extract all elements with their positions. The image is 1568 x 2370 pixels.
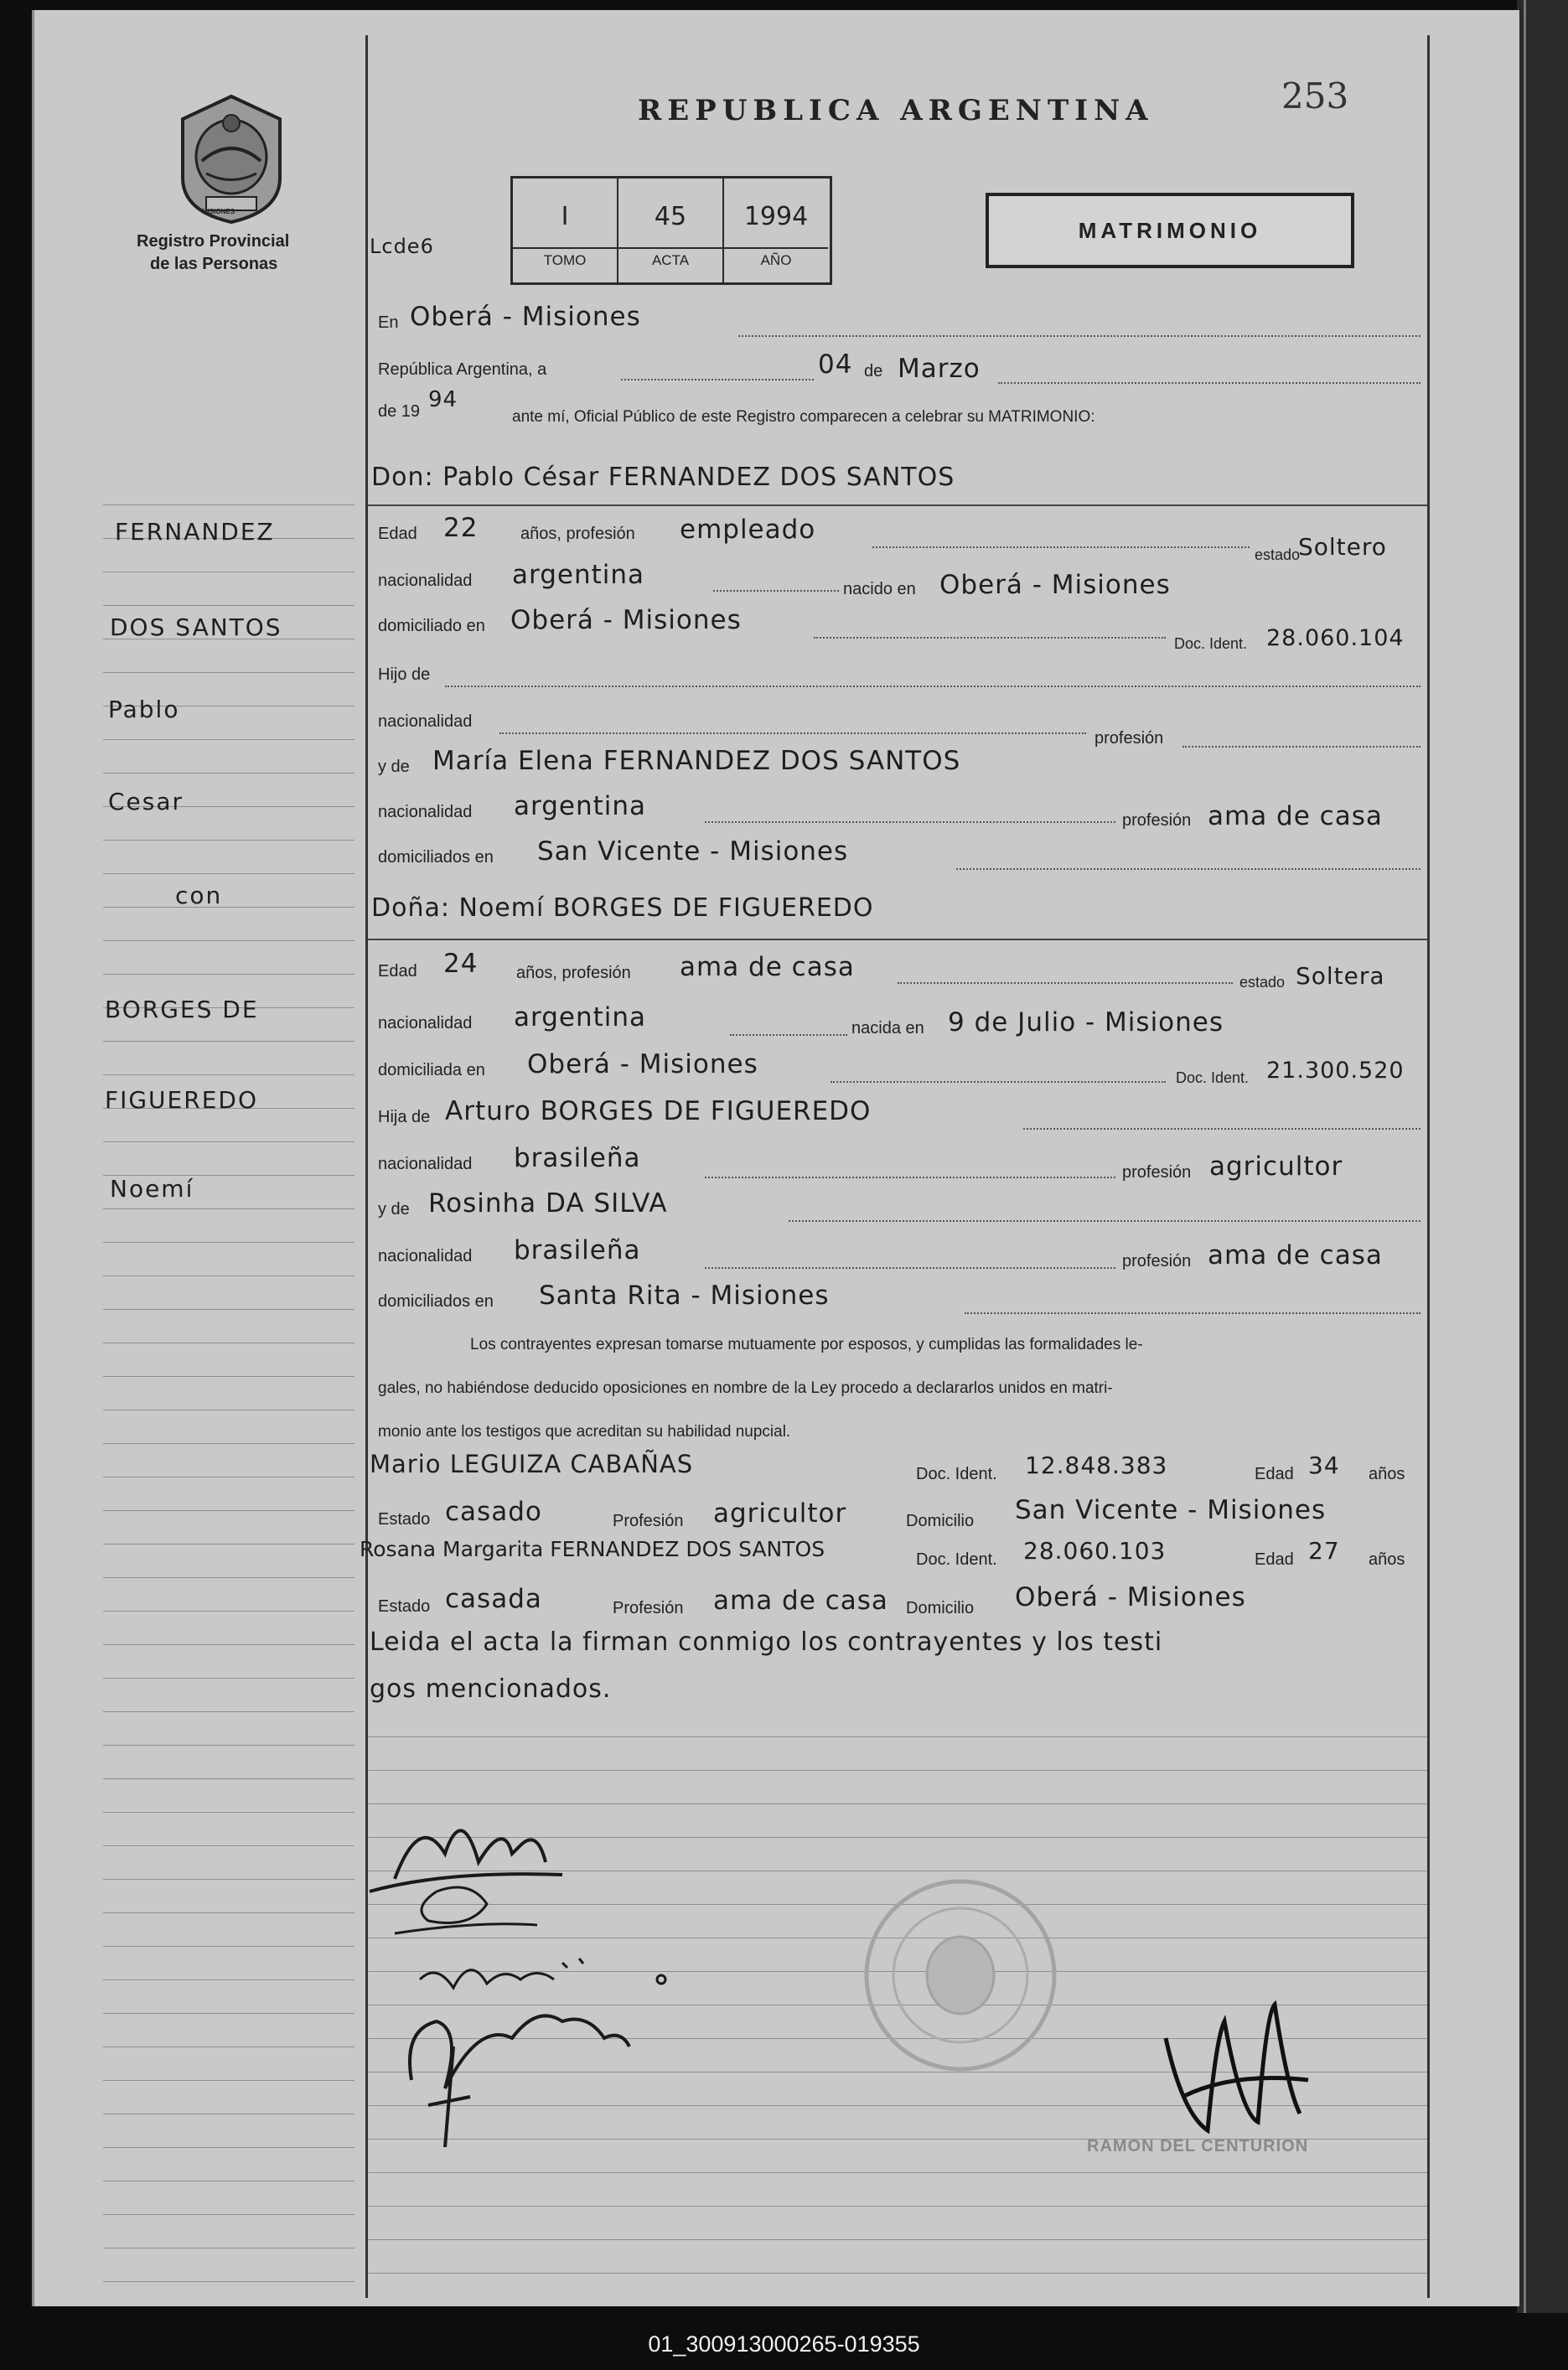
margin-ruled-line [103,1979,354,1980]
registry-name-line1: Registro Provincial [137,232,290,251]
declaration-line3: monio ante los testigos que acreditan su habilidad nupcial. [378,1423,791,1441]
bride-father-nac-label: nacionalidad [378,1155,473,1173]
bride-name: Doña: Noemí BORGES DE FIGUEREDO [371,893,874,923]
signatures [344,1753,705,2172]
groom-domicile: Oberá - Misiones [510,605,742,635]
bride-doc: 21.300.520 [1266,1058,1405,1084]
groom-father-prof-label: profesión [1094,729,1164,748]
margin-ruled-line [103,1778,354,1779]
groom-hijo-label: Hijo de [378,665,431,684]
margin-ruled-line [103,739,354,740]
bride-nationality: argentina [514,1002,647,1032]
margin-name: FERNANDEZ [115,518,275,546]
witness1-doc: 12.848.383 [1025,1451,1168,1479]
bride-father-prof-label: profesión [1122,1163,1192,1182]
anio-value: 1994 [743,202,809,231]
margin-name: Noemí [110,1175,194,1203]
witness2-dom-label: Domicilio [906,1599,975,1617]
groom-mother-nationality: argentina [514,791,647,821]
place: Oberá - Misiones [410,302,641,332]
ruled-line [368,1736,1427,1737]
bride-dom-label: domiciliada en [378,1061,485,1079]
witness2-estado-label: Estado [378,1597,431,1616]
groom-doc: 28.060.104 [1266,625,1405,651]
margin-ruled-line [103,1376,354,1377]
margin-ruled-line [103,974,354,975]
bride-mother-nationality: brasileña [514,1235,641,1265]
witness1-profession: agricultor [713,1498,847,1529]
groom-estado: Soltero [1298,533,1387,561]
witness2-prof-label: Profesión [613,1599,684,1617]
margin-ruled-line [103,940,354,941]
groom-anos-label: años, profesión [520,525,635,543]
groom-nac-label: nacionalidad [378,572,473,590]
groom-nationality: argentina [512,560,645,590]
margin-ruled-line [103,672,354,673]
witness2-doc: 28.060.103 [1023,1537,1167,1565]
margin-ruled-line [103,2214,354,2215]
bride-parents-domicile: Santa Rita - Misiones [539,1281,830,1311]
witness1-prof-label: Profesión [613,1512,684,1530]
witness2-estado: casada [445,1584,542,1614]
margin-name: Pablo [108,696,180,723]
groom-nacido-label: nacido en [843,580,916,598]
bride-hija-label: Hija de [378,1108,431,1126]
bride-estado-label: estado [1239,974,1286,991]
witness1-anos-label: años [1369,1465,1405,1483]
year-suffix: 94 [428,387,458,412]
margin-ruled-line [103,1309,354,1310]
margin-ruled-line [103,2013,354,2014]
margin-ruled-line [103,1611,354,1612]
ruled-line [368,2239,1427,2240]
margin-ruled-line [103,2147,354,2148]
groom-age: 22 [443,513,479,543]
groom-parents-domicile: San Vicente - Misiones [537,836,849,867]
bride-domicile: Oberá - Misiones [527,1049,758,1079]
margin-ruled-line [103,2281,354,2282]
bride-anos-label: años, profesión [516,964,631,982]
year-prefix: de 19 [378,402,421,421]
officer-stamp-text: RAMON DEL CENTURION [1087,2137,1309,2155]
officer-signature [1149,1988,1325,2147]
witness1-name: Mario LEGUIZA CABAÑAS [370,1450,694,1478]
margin-ruled-line [103,1745,354,1746]
book-spine-edge [1517,0,1568,2313]
bride-father: Arturo BORGES DE FIGUEREDO [445,1096,872,1126]
bride-father-profession: agricultor [1209,1151,1343,1182]
seal-text: MISIONES [202,208,235,215]
bride-mother-profession: ama de casa [1208,1240,1383,1270]
groom-mother-profession: ama de casa [1208,801,1383,831]
margin-ruled-line [103,1041,354,1042]
witness1-doc-label: Doc. Ident. [916,1465,997,1483]
witness2-profession: ama de casa [713,1586,888,1616]
bride-father-nationality: brasileña [514,1143,641,1173]
bride-mother-nac-label: nacionalidad [378,1247,473,1265]
margin-ruled-line [103,1208,354,1209]
record-type-box [986,193,1354,268]
month: Marzo [898,354,981,384]
groom-mother-label: y de [378,758,410,776]
image-identifier: 01_300913000265-019355 [648,2331,920,2357]
margin-ruled-line [103,1845,354,1846]
groom-profession: empleado [680,515,816,545]
margin-ruled-line [103,1242,354,1243]
margin-name: FIGUEREDO [105,1086,258,1114]
en-label: En [378,313,399,332]
margin-ruled-line [103,1879,354,1880]
bride-mother: Rosinha DA SILVA [428,1188,668,1219]
margin-ruled-line [103,840,354,841]
bride-profession: ama de casa [680,952,855,982]
record-type: MATRIMONIO [1078,218,1262,243]
groom-father-nac-label: nacionalidad [378,712,473,731]
groom-mother-nac-label: nacionalidad [378,803,473,821]
bride-nacida-label: nacida en [851,1019,924,1038]
register-page [32,10,1519,2306]
ruled-line [368,2172,1427,2173]
ruled-line [368,2206,1427,2207]
bride-parents-dom-label: domiciliados en [378,1292,494,1311]
margin-ruled-line [103,1812,354,1813]
witness1-estado: casado [445,1497,542,1527]
margin-ruled-line [103,1912,354,1913]
margin-name: con [175,882,223,909]
tomo-label: TOMO [513,247,617,269]
margin-ruled-line [103,1711,354,1712]
bride-nac-label: nacionalidad [378,1014,473,1032]
date-de-label: de [864,362,883,380]
bride-estado: Soltera [1296,962,1385,990]
margin-ruled-line [103,873,354,874]
groom-mother-prof-label: profesión [1122,811,1192,830]
margin-ruled-line [103,1510,354,1511]
registry-name-line2: de las Personas [150,255,278,273]
margin-ruled-line [103,605,354,606]
margin-ruled-line [103,1074,354,1075]
closing-line1: Leida el acta la firman conmigo los contrayentes y los testi [370,1627,1163,1657]
margin-ruled-line [103,1644,354,1645]
witness2-domicile: Oberá - Misiones [1015,1582,1246,1612]
bride-doc-label: Doc. Ident. [1176,1069,1250,1086]
witness2-anos-label: años [1369,1550,1405,1569]
groom-mother: María Elena FERNANDEZ DOS SANTOS [432,746,961,776]
right-border [1427,35,1430,2298]
margin-name: Cesar [108,788,184,815]
margin-ruled-line [103,1946,354,1947]
groom-doc-label: Doc. Ident. [1174,635,1248,652]
bride-age: 24 [443,949,479,979]
margin-ruled-line [103,1577,354,1578]
side-annotation: Lcde6 [370,235,434,258]
ruled-line [368,2273,1427,2274]
acta-label: ACTA [618,247,722,269]
bride-mother-prof-label: profesión [1122,1252,1192,1270]
page-number: 253 [1281,75,1349,116]
witness2-name: Rosana Margarita FERNANDEZ DOS SANTOS [360,1537,825,1561]
witness2-age: 27 [1308,1537,1340,1565]
date-label: República Argentina, a [378,360,547,379]
witness1-age: 34 [1308,1451,1340,1479]
witness2-doc-label: Doc. Ident. [916,1550,997,1569]
witness1-estado-label: Estado [378,1510,431,1529]
witness1-domicile: San Vicente - Misiones [1015,1495,1327,1525]
anio-label: AÑO [724,247,828,269]
bride-birthplace: 9 de Julio - Misiones [948,1007,1224,1038]
witness1-dom-label: Domicilio [906,1512,975,1530]
page-title: REPUBLICA ARGENTINA [638,94,1154,127]
groom-name: Don: Pablo César FERNANDEZ DOS SANTOS [371,463,955,492]
day: 04 [818,349,853,380]
closing-line2: gos mencionados. [370,1674,612,1704]
groom-dom-label: domiciliado en [378,617,485,635]
groom-parents-dom-label: domiciliados en [378,848,494,867]
witness1-edad-label: Edad [1255,1465,1294,1483]
margin-name: DOS SANTOS [110,613,282,641]
record-number-box [510,176,832,285]
groom-edad-label: Edad [378,525,417,543]
official-stamp-icon [847,1862,1074,2088]
declaration-line2: gales, no habiéndose deducido oposiciones en nombre de la Ley procedo a declararlos unidos en matri- [378,1379,1113,1397]
margin-ruled-line [103,2080,354,2081]
declaration-line1: Los contrayentes expresan tomarse mutuamente por esposos, y cumplidas las formalidades le- [470,1336,1143,1353]
groom-estado-label: estado [1255,546,1301,563]
groom-birthplace: Oberá - Misiones [939,570,1171,600]
tomo-value: I [561,202,569,231]
witness2-edad-label: Edad [1255,1550,1294,1569]
bride-mother-label: y de [378,1200,410,1219]
acta-value: 45 [654,202,687,231]
margin-ruled-line [103,773,354,774]
margin-name: BORGES DE [105,996,259,1023]
margin-ruled-line [103,1443,354,1444]
margin-ruled-line [103,1544,354,1545]
margin-ruled-line [103,1678,354,1679]
bride-edad-label: Edad [378,962,417,981]
intro-text: ante mí, Oficial Público de este Registro comparecen a celebrar su MATRIMONIO: [512,408,1095,426]
margin-ruled-line [103,907,354,908]
margin-ruled-line [103,1141,354,1142]
